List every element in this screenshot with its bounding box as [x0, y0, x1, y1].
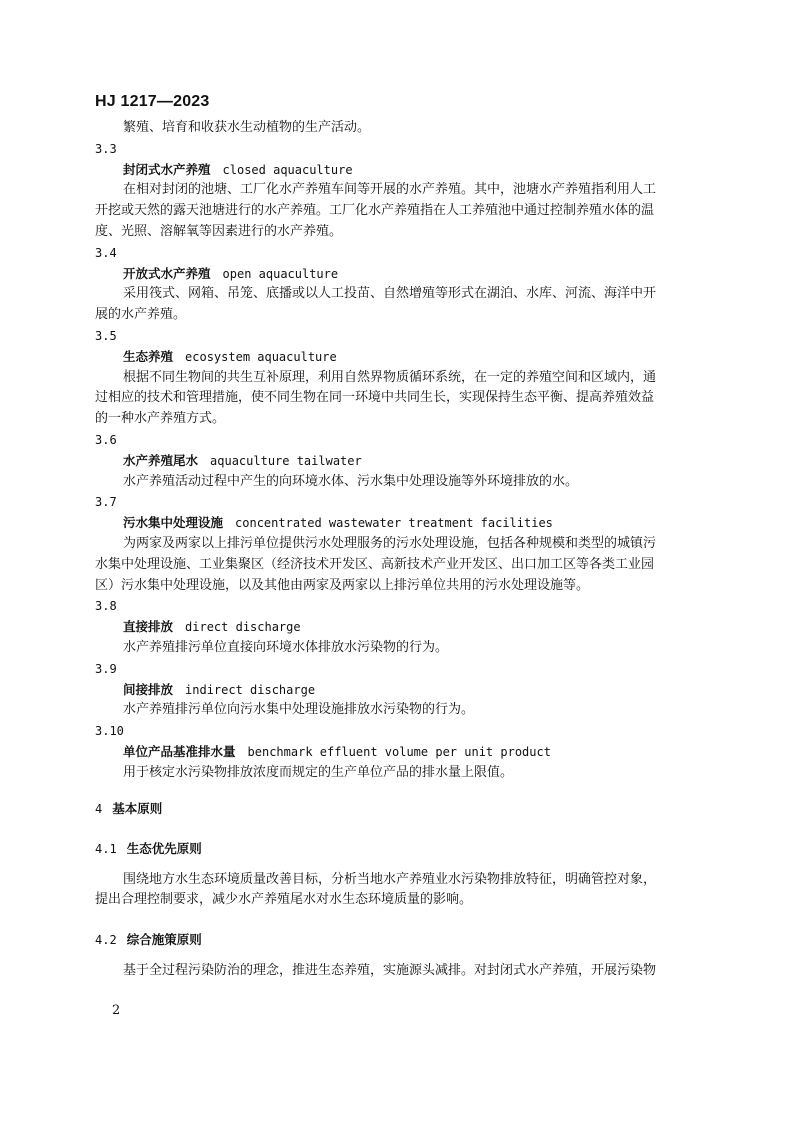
subsection-4-2-body [95, 961, 695, 982]
subsection-number: 4.1 [95, 841, 117, 856]
standard-header: HJ 1217—2023 [95, 93, 210, 110]
term-name-en: closed aquaculture [222, 162, 353, 177]
subsection-title: 综合施策原则 [126, 932, 202, 948]
definition-line: 开挖或天然的露天池塘进行的水产养殖。工厂化水产养殖指在人工养殖池中通过控制养殖水体的温 [95, 203, 655, 219]
term-number: 3.4 [95, 245, 117, 260]
term-name-en: open aquaculture [222, 266, 339, 281]
term-heading [95, 617, 695, 638]
paragraph-line: 围绕地方水生态环境质量改善目标，分析当地水产养殖业水污染物排放特征，明确管控对象， [123, 871, 657, 887]
subsection-4-1-heading [95, 838, 695, 860]
term-name-zh: 开放式水产养殖 [123, 265, 211, 281]
definition-line: 水产养殖活动过程中产生的向环境水体、污水集中处理设施等外环境排放的水。 [123, 473, 579, 489]
term-heading [95, 451, 695, 472]
definition-line: 展的水产养殖。 [95, 307, 187, 323]
definition-line: 根据不同生物间的共生互补原理，利用自然界物质循环系统，在一定的养殖空间和区域内，通 [123, 369, 657, 385]
lead-line: 繁殖、培育和收获水生动植物的生产活动。 [123, 120, 371, 135]
term-name-en: ecosystem aquaculture [185, 349, 337, 364]
term-number: 3.7 [95, 495, 117, 510]
term-name-zh: 直接排放 [123, 619, 174, 635]
definition-line: 区）污水集中处理设施，以及其他由两家及两家以上排污单位共用的污水处理设施等。 [95, 577, 590, 593]
term-name-zh: 水产养殖尾水 [123, 452, 199, 468]
section-title: 基本原则 [112, 800, 163, 816]
document-body [95, 118, 695, 982]
term-name-en: direct discharge [185, 620, 301, 635]
definition-line: 采用筏式、网箱、吊笼、底播或以人工投苗、自然增殖等形式在湖泊、水库、河流、海洋中开 [123, 286, 657, 302]
definition-line: 为两家及两家以上排污单位提供污水处理服务的污水处理设施，包括各种规模和类型的城镇污 [123, 535, 657, 551]
subsection-number: 4.2 [95, 933, 117, 948]
term-name-en: benchmark effluent volume per unit product [247, 744, 551, 759]
term-heading [95, 160, 695, 181]
term-number: 3.9 [95, 661, 117, 676]
definition-line: 在相对封闭的池塘、工厂化水产养殖车间等开展的水产养殖。其中，池塘水产养殖指利用人工 [123, 182, 657, 198]
term-heading [95, 513, 695, 534]
term-number: 3.8 [95, 599, 117, 614]
term-name-zh: 间接排放 [123, 681, 174, 697]
definition-line: 用于核定水污染物排放浓度而规定的生产单位产品的排水量上限值。 [123, 764, 514, 780]
subsection-4-1-body [95, 870, 695, 912]
definition-line: 过相应的技术和管理措施，使不同生物在同一环境中共同生长，实现保持生态平衡、提高养殖效益 [95, 390, 655, 406]
term-number: 3.10 [95, 724, 124, 739]
definition-line: 水集中处理设施、工业集聚区（经济技术开发区、高新技术产业开发区、出口加工区等各类工业园 [95, 556, 655, 572]
definition-line: 水产养殖排污单位直接向环境水体排放水污染物的行为。 [123, 639, 449, 655]
term-name-en: aquaculture tailwater [210, 453, 362, 468]
term-name-zh: 封闭式水产养殖 [123, 161, 211, 177]
term-definitions [95, 139, 695, 784]
term-name-zh: 单位产品基准排水量 [123, 743, 236, 759]
term-name-zh: 生态养殖 [123, 348, 174, 364]
term-number: 3.5 [95, 328, 117, 343]
section-4-heading [95, 798, 695, 820]
term-heading [95, 680, 695, 701]
paragraph-line: 基于全过程污染防治的理念，推进生态养殖，实施源头减排。对封闭式水产养殖，开展污染物 [123, 963, 657, 979]
term-number: 3.3 [95, 141, 117, 156]
page-number: 2 [112, 1003, 121, 1018]
term-number: 3.6 [95, 432, 117, 447]
subsection-title: 生态优先原则 [126, 840, 202, 856]
section-number: 4 [95, 801, 103, 816]
term-name-en: indirect discharge [185, 682, 316, 697]
subsection-4-2-heading [95, 929, 695, 951]
term-name-zh: 污水集中处理设施 [123, 515, 224, 531]
definition-line: 度、光照、溶解氧等因素进行的水产养殖。 [95, 223, 343, 239]
term-heading [95, 742, 695, 763]
term-name-en: concentrated wastewater treatment facilities [235, 516, 553, 531]
paragraph-line: 提出合理控制要求，减少水产养殖尾水对水生态环境质量的影响。 [95, 892, 473, 908]
definition-line: 水产养殖排污单位向污水集中处理设施排放水污染物的行为。 [123, 702, 475, 718]
definition-line: 的一种水产养殖方式。 [95, 411, 226, 427]
term-heading [95, 347, 695, 368]
term-heading [95, 264, 695, 285]
